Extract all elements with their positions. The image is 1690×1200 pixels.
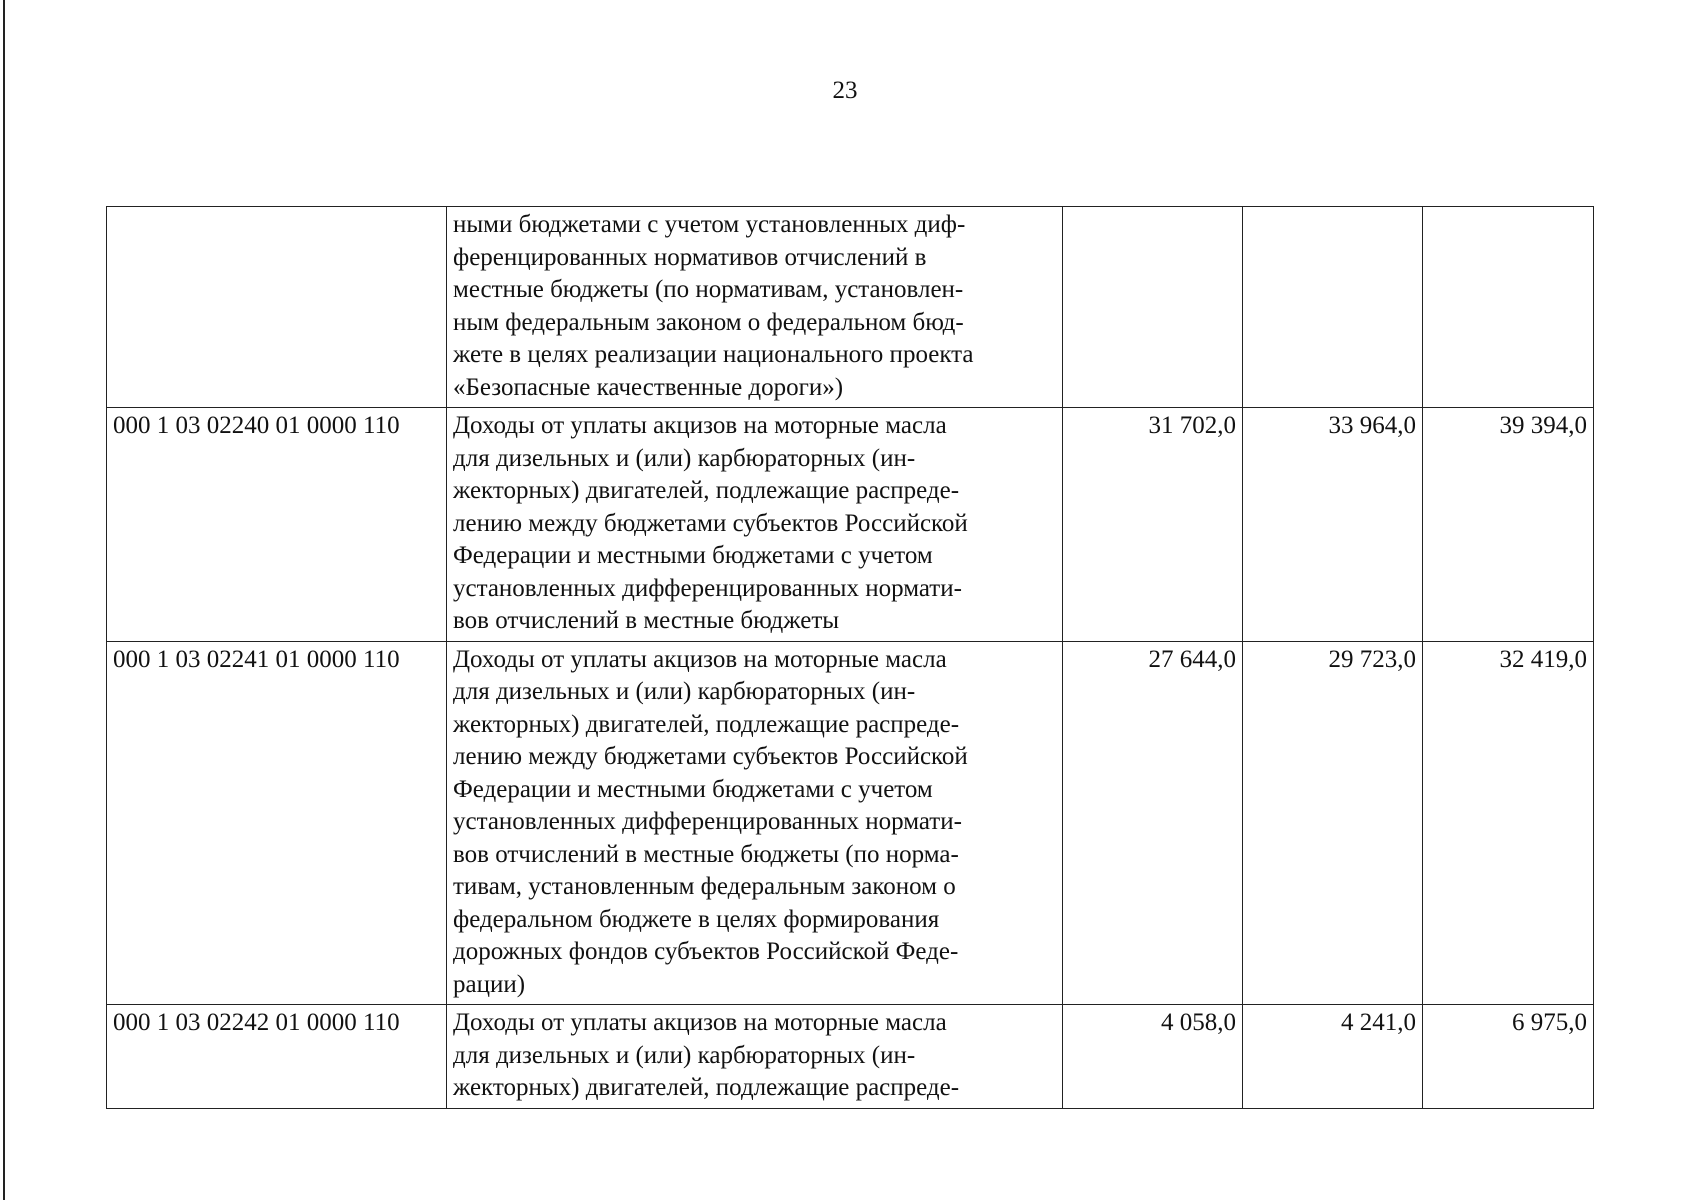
description-line: Доходы от уплаты акцизов на моторные масла [453,1009,947,1036]
description-line: «Безопасные качественные дороги») [453,373,844,401]
description-line: рации) [453,970,526,998]
description-line: для дизельных и (или) карбюраторных (ин- [453,1041,916,1069]
amount-cell-year-2: 4 241,0 [1243,1005,1423,1109]
amount-cell-year-3 [1423,207,1594,408]
amount-cell-year-1: 31 702,0 [1063,408,1243,642]
amount-cell-year-3: 6 975,0 [1423,1005,1594,1109]
description-line: установленных дифференцированных нормати- [453,574,962,602]
table-row [107,207,1594,408]
description-line: тивам, установленным федеральным законом о [453,873,956,900]
description-line: местные бюджеты (по нормативам, установлен- [453,276,964,303]
budget-code-cell [107,207,447,408]
description-line: лению между бюджетами субъектов Российской [453,509,968,537]
description-line: жекторных) двигателей, подлежащие распреде- [453,1074,960,1101]
page-left-edge [3,0,5,1200]
amount-cell-year-3: 32 419,0 [1423,641,1594,1005]
description-line: ным федеральным законом о федеральном бюд- [453,308,964,336]
description-line: вов отчислений в местные бюджеты (по норма- [453,840,959,868]
description-line: ными бюджетами с учетом установленных диф- [453,211,966,238]
revenue-table-body [107,207,1594,1109]
description-line: жекторных) двигателей, подлежащие распреде- [453,477,960,504]
table-row [107,408,1594,642]
description-line: Доходы от уплаты акцизов на моторные масла [453,412,947,439]
amount-cell-year-2 [1243,207,1423,408]
description-line: ференцированных нормативов отчислений в [453,243,927,271]
amount-cell-year-2: 29 723,0 [1243,641,1423,1005]
description-line: дорожных фондов субъектов Российской Феде- [453,938,959,965]
amount-cell-year-2: 33 964,0 [1243,408,1423,642]
budget-code-cell: 000 1 03 02242 01 0000 110 [107,1005,447,1109]
budget-code-cell: 000 1 03 02241 01 0000 110 [107,641,447,1005]
description-cell [447,408,1063,642]
description-line: установленных дифференцированных нормати- [453,808,962,835]
table-row [107,1005,1594,1109]
revenue-table [106,206,1594,1109]
amount-cell-year-1 [1063,207,1243,408]
description-cell [447,207,1063,408]
description-line: жете в целях реализации национального проекта [453,341,974,368]
description-line: вов отчислений в местные бюджеты [453,607,840,634]
description-line: федеральном бюджете в целях формирования [453,905,940,933]
amount-cell-year-3: 39 394,0 [1423,408,1594,642]
description-line: для дизельных и (или) карбюраторных (ин- [453,444,916,472]
amount-cell-year-1: 27 644,0 [1063,641,1243,1005]
description-line: лению между бюджетами субъектов Российской [453,743,968,770]
table-row [107,641,1594,1005]
budget-code-cell: 000 1 03 02240 01 0000 110 [107,408,447,642]
description-line: Федерации и местными бюджетами с учетом [453,542,933,569]
description-line: жекторных) двигателей, подлежащие распреде- [453,710,960,738]
description-cell [447,1005,1063,1109]
description-line: Федерации и местными бюджетами с учетом [453,775,933,803]
description-line: Доходы от уплаты акцизов на моторные масла [453,645,947,673]
description-cell [447,641,1063,1005]
description-line: для дизельных и (или) карбюраторных (ин- [453,678,916,705]
page-number: 23 [832,77,858,104]
amount-cell-year-1: 4 058,0 [1063,1005,1243,1109]
